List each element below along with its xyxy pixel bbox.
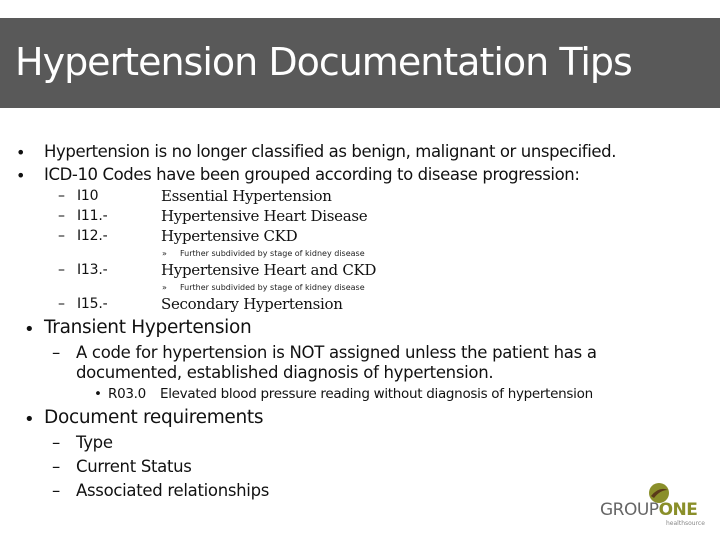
bullet-dot: • (24, 409, 35, 430)
list-item: Type (76, 433, 113, 452)
code-note: Further subdivided by stage of kidney disease (180, 283, 365, 292)
code-note: Further subdivided by stage of kidney disease (180, 249, 365, 258)
bullet-dot: • (16, 166, 26, 185)
body-text: A code for hypertension is NOT assigned unless the patient has a (76, 343, 597, 362)
code-label: I11.- (77, 208, 108, 224)
dash: – (52, 343, 60, 362)
logo-wordmark: GROUPONE (600, 500, 698, 520)
dash: – (58, 188, 65, 204)
section-heading: Transient Hypertension (44, 317, 252, 338)
dash: – (58, 262, 65, 278)
dash: – (52, 457, 60, 476)
bullet-text: ICD-10 Codes have been grouped according to disease progression: (44, 165, 580, 184)
company-logo (600, 482, 712, 528)
dash: – (52, 433, 60, 452)
list-item: Associated relationships (76, 481, 270, 500)
logo-tagline: healthsource (666, 520, 705, 527)
raquo: » (162, 249, 167, 258)
dash: – (52, 481, 60, 500)
slide-title: Hypertension Documentation Tips (15, 40, 632, 84)
code-label: I12.- (77, 228, 108, 244)
body-text: documented, established diagnosis of hypertension. (76, 363, 494, 382)
code-label: I13.- (77, 262, 108, 278)
code-description: Elevated blood pressure reading without diagnosis of hypertension (160, 386, 593, 402)
bullet-dot: • (24, 319, 35, 340)
dash: – (58, 208, 65, 224)
code-description: Secondary Hypertension (161, 295, 343, 313)
code-label: I10 (77, 188, 99, 204)
section-heading: Document requirements (44, 407, 264, 428)
raquo: » (162, 283, 167, 292)
code-description: Hypertensive Heart Disease (161, 207, 368, 225)
bullet-dot: • (94, 386, 102, 402)
code-description: Hypertensive CKD (161, 227, 298, 245)
list-item: Current Status (76, 457, 192, 476)
code-label: R03.0 (108, 386, 146, 402)
code-description: Essential Hypertension (161, 187, 332, 205)
bullet-text: Hypertension is no longer classified as benign, malignant or unspecified. (44, 142, 617, 161)
code-description: Hypertensive Heart and CKD (161, 261, 377, 279)
code-label: I15.- (77, 296, 108, 312)
dash: – (58, 296, 65, 312)
bullet-dot: • (16, 143, 26, 162)
dash: – (58, 228, 65, 244)
